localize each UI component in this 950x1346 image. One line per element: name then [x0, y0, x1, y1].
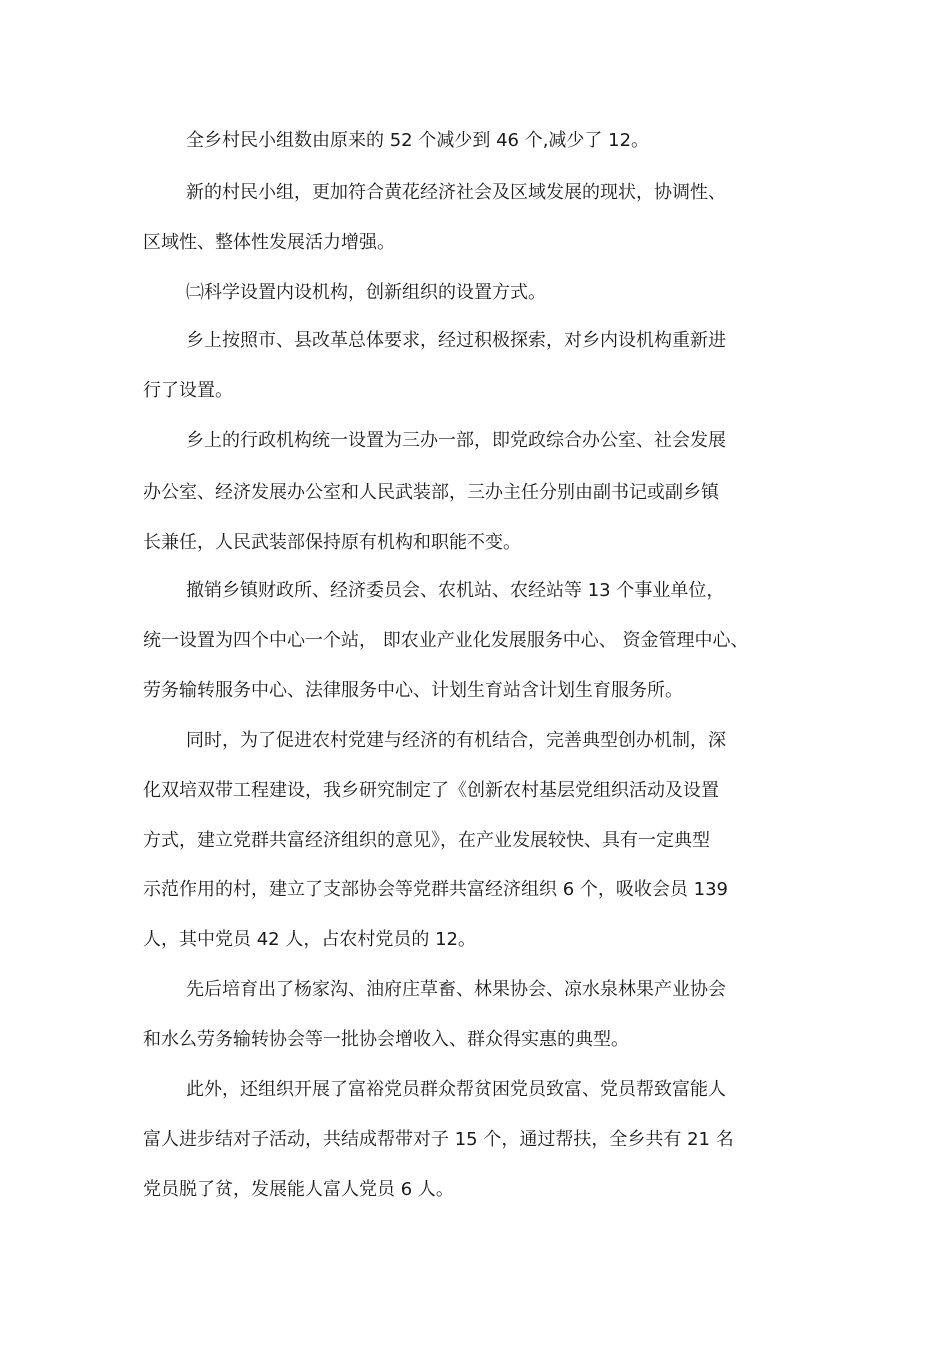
- text-line: 人，其中党员 42 人，占农村党员的 12。: [143, 929, 476, 950]
- text-line: 和水么劳务输转协会等一批协会增收入、群众得实惠的典型。: [143, 1029, 629, 1050]
- text-line: 乡上按照市、县改革总体要求，经过积极探索，对乡内设机构重新进: [186, 330, 726, 351]
- text-line: 富人进步结对子活动，共结成帮带对子 15 个，通过帮扶，全乡共有 21 名: [143, 1129, 734, 1150]
- text-line: 化双培双带工程建设，我乡研究制定了《创新农村基层党组织活动及设置: [143, 780, 719, 801]
- text-line: 撤销乡镇财政所、经济委员会、农机站、农经站等 13 个事业单位，: [186, 580, 725, 601]
- text-line: 方式，建立党群共富经济组织的意见》，在产业发展较快、具有一定典型: [143, 830, 710, 851]
- text-line: 先后培育出了杨家沟、油府庄草畜、林果协会、凉水泉林果产业协会: [186, 979, 726, 1000]
- text-line: ㈡科学设置内设机构，创新组织的设置方式。: [186, 282, 546, 303]
- text-line: 统一设置为四个中心一个站， 即农业产业化发展服务中心、 资金管理中心、: [143, 630, 749, 651]
- text-line: 同时，为了促进农村党建与经济的有机结合，完善典型创办机制，深: [186, 730, 726, 751]
- text-line: 劳务输转服务中心、法律服务中心、计划生育站含计划生育服务所。: [143, 680, 683, 701]
- text-line: 办公室、经济发展办公室和人民武装部，三办主任分别由副书记或副乡镇: [143, 482, 719, 503]
- text-line: 长兼任，人民武装部保持原有机构和职能不变。: [143, 532, 521, 553]
- text-line: 乡上的行政机构统一设置为三办一部，即党政综合办公室、社会发展: [186, 430, 726, 451]
- text-line: 全乡村民小组数由原来的 52 个减少到 46 个,减少了 12。: [186, 130, 650, 151]
- text-line: 党员脱了贫，发展能人富人党员 6 人。: [143, 1179, 454, 1200]
- text-line: 行了设置。: [143, 380, 233, 401]
- text-line: 示范作用的村，建立了支部协会等党群共富经济组织 6 个，吸收会员 139: [143, 879, 728, 900]
- text-line: 新的村民小组，更加符合黄花经济社会及区域发展的现状，协调性、: [186, 182, 726, 203]
- text-line: 区域性、整体性发展活力增强。: [143, 232, 395, 253]
- text-line: 此外，还组织开展了富裕党员群众帮贫困党员致富、党员帮致富能人: [186, 1079, 726, 1100]
